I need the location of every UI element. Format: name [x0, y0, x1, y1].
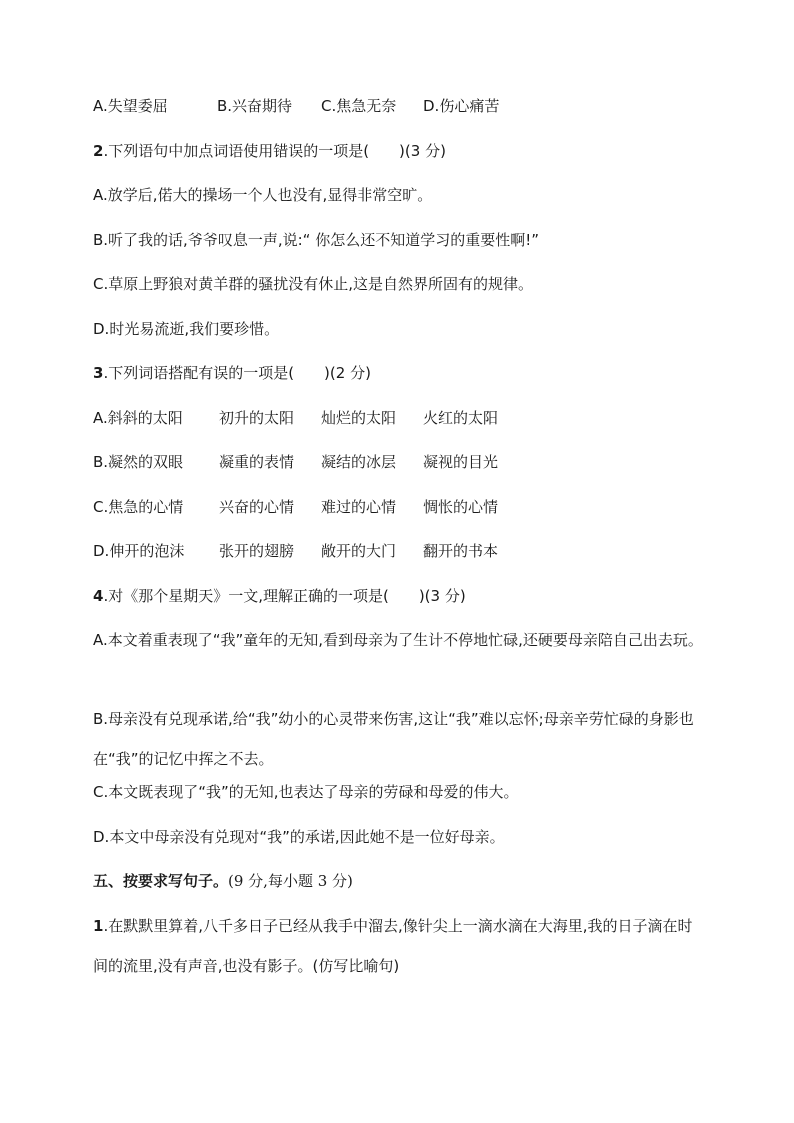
q3-c-3: 难过的心情: [321, 498, 397, 516]
q2-number: 2: [93, 142, 104, 160]
q3-row-c: [93, 497, 498, 517]
q3-c-4: 惆怅的心情: [423, 498, 499, 516]
q1-option-a: A.失望委屈: [93, 97, 168, 115]
section-5-note: (9 分,每小题 3 分): [228, 872, 353, 890]
q4-option-d: D.本文中母亲没有兑现对“我”的承诺,因此她不是一位好母亲。: [93, 828, 505, 846]
q2-option-d: D.时光易流逝,我们要珍惜。: [93, 320, 280, 338]
q3-a-1: A.斜斜的太阳: [93, 409, 183, 427]
q3-d-3: 敞开的大门: [321, 542, 397, 560]
q3-b-3: 凝结的冰层: [321, 453, 397, 471]
q3-c-2: 兴奋的心情: [219, 498, 295, 516]
section-5-heading: [93, 871, 353, 891]
q2-stem: [93, 141, 446, 161]
q4-option-b: B.母亲没有兑现承诺,给“我”幼小的心灵带来伤害,这让“我”难以忘怀;母亲辛劳忙碌的身影也在“我”的记忆中挥之不去。: [93, 710, 694, 768]
q2-stem-text: .下列语句中加点词语使用错误的一项是( )(3 分): [103, 142, 446, 160]
q3-b-4: 凝视的目光: [423, 453, 499, 471]
q3-stem-text: .下列词语搭配有误的一项是( )(2 分): [103, 364, 371, 382]
q4-option-a: A.本文着重表现了“我”童年的无知,看到母亲为了生计不停地忙碌,还硬要母亲陪自己出去玩。: [93, 631, 703, 649]
q3-d-2: 张开的翅膀: [219, 542, 295, 560]
q4-stem-text: .对《那个星期天》一文,理解正确的一项是( )(3 分): [103, 587, 466, 605]
q3-a-2: 初升的太阳: [219, 409, 295, 427]
q3-b-2: 凝重的表情: [219, 453, 295, 471]
q1-option-c: C.焦急无奈: [321, 97, 397, 115]
q1-options: [93, 96, 499, 116]
q3-a-4: 火红的太阳: [423, 409, 499, 427]
q3-row-b: [93, 452, 498, 472]
q3-row-d: [93, 541, 498, 561]
q2-option-b: B.听了我的话,爷爷叹息一声,说:“ 你怎么还不知道学习的重要性啊!”: [93, 231, 539, 249]
q3-number: 3: [93, 364, 104, 382]
q3-stem: [93, 363, 371, 383]
q4-number: 4: [93, 587, 104, 605]
section-5-title: 五、按要求写句子。: [93, 872, 229, 890]
q1-option-d: D.伤心痛苦: [423, 97, 500, 115]
s5-q1-text: .在默默里算着,八千多日子已经从我手中溜去,像针尖上一滴水滴在大海里,我的日子滴在时间的流里,没有声音,也没有影子。(仿写比喻句): [93, 917, 693, 975]
q2-option-a: A.放学后,偌大的操场一个人也没有,显得非常空旷。: [93, 186, 433, 204]
q1-option-b: B.兴奋期待: [217, 97, 293, 115]
q4-option-c: C.本文既表现了“我”的无知,也表达了母亲的劳碌和母爱的伟大。: [93, 783, 519, 801]
q4-stem: [93, 586, 466, 606]
s5-q1: [93, 906, 703, 986]
q3-c-1: C.焦急的心情: [93, 498, 184, 516]
q3-d-1: D.伸开的泡沫: [93, 542, 185, 560]
q3-d-4: 翻开的书本: [423, 542, 499, 560]
q3-a-3: 灿烂的太阳: [321, 409, 397, 427]
q3-b-1: B.凝然的双眼: [93, 453, 184, 471]
q2-option-c: C.草原上野狼对黄羊群的骚扰没有休止,这是自然界所固有的规律。: [93, 275, 534, 293]
s5-q1-number: 1: [93, 917, 104, 935]
q3-row-a: [93, 408, 498, 428]
